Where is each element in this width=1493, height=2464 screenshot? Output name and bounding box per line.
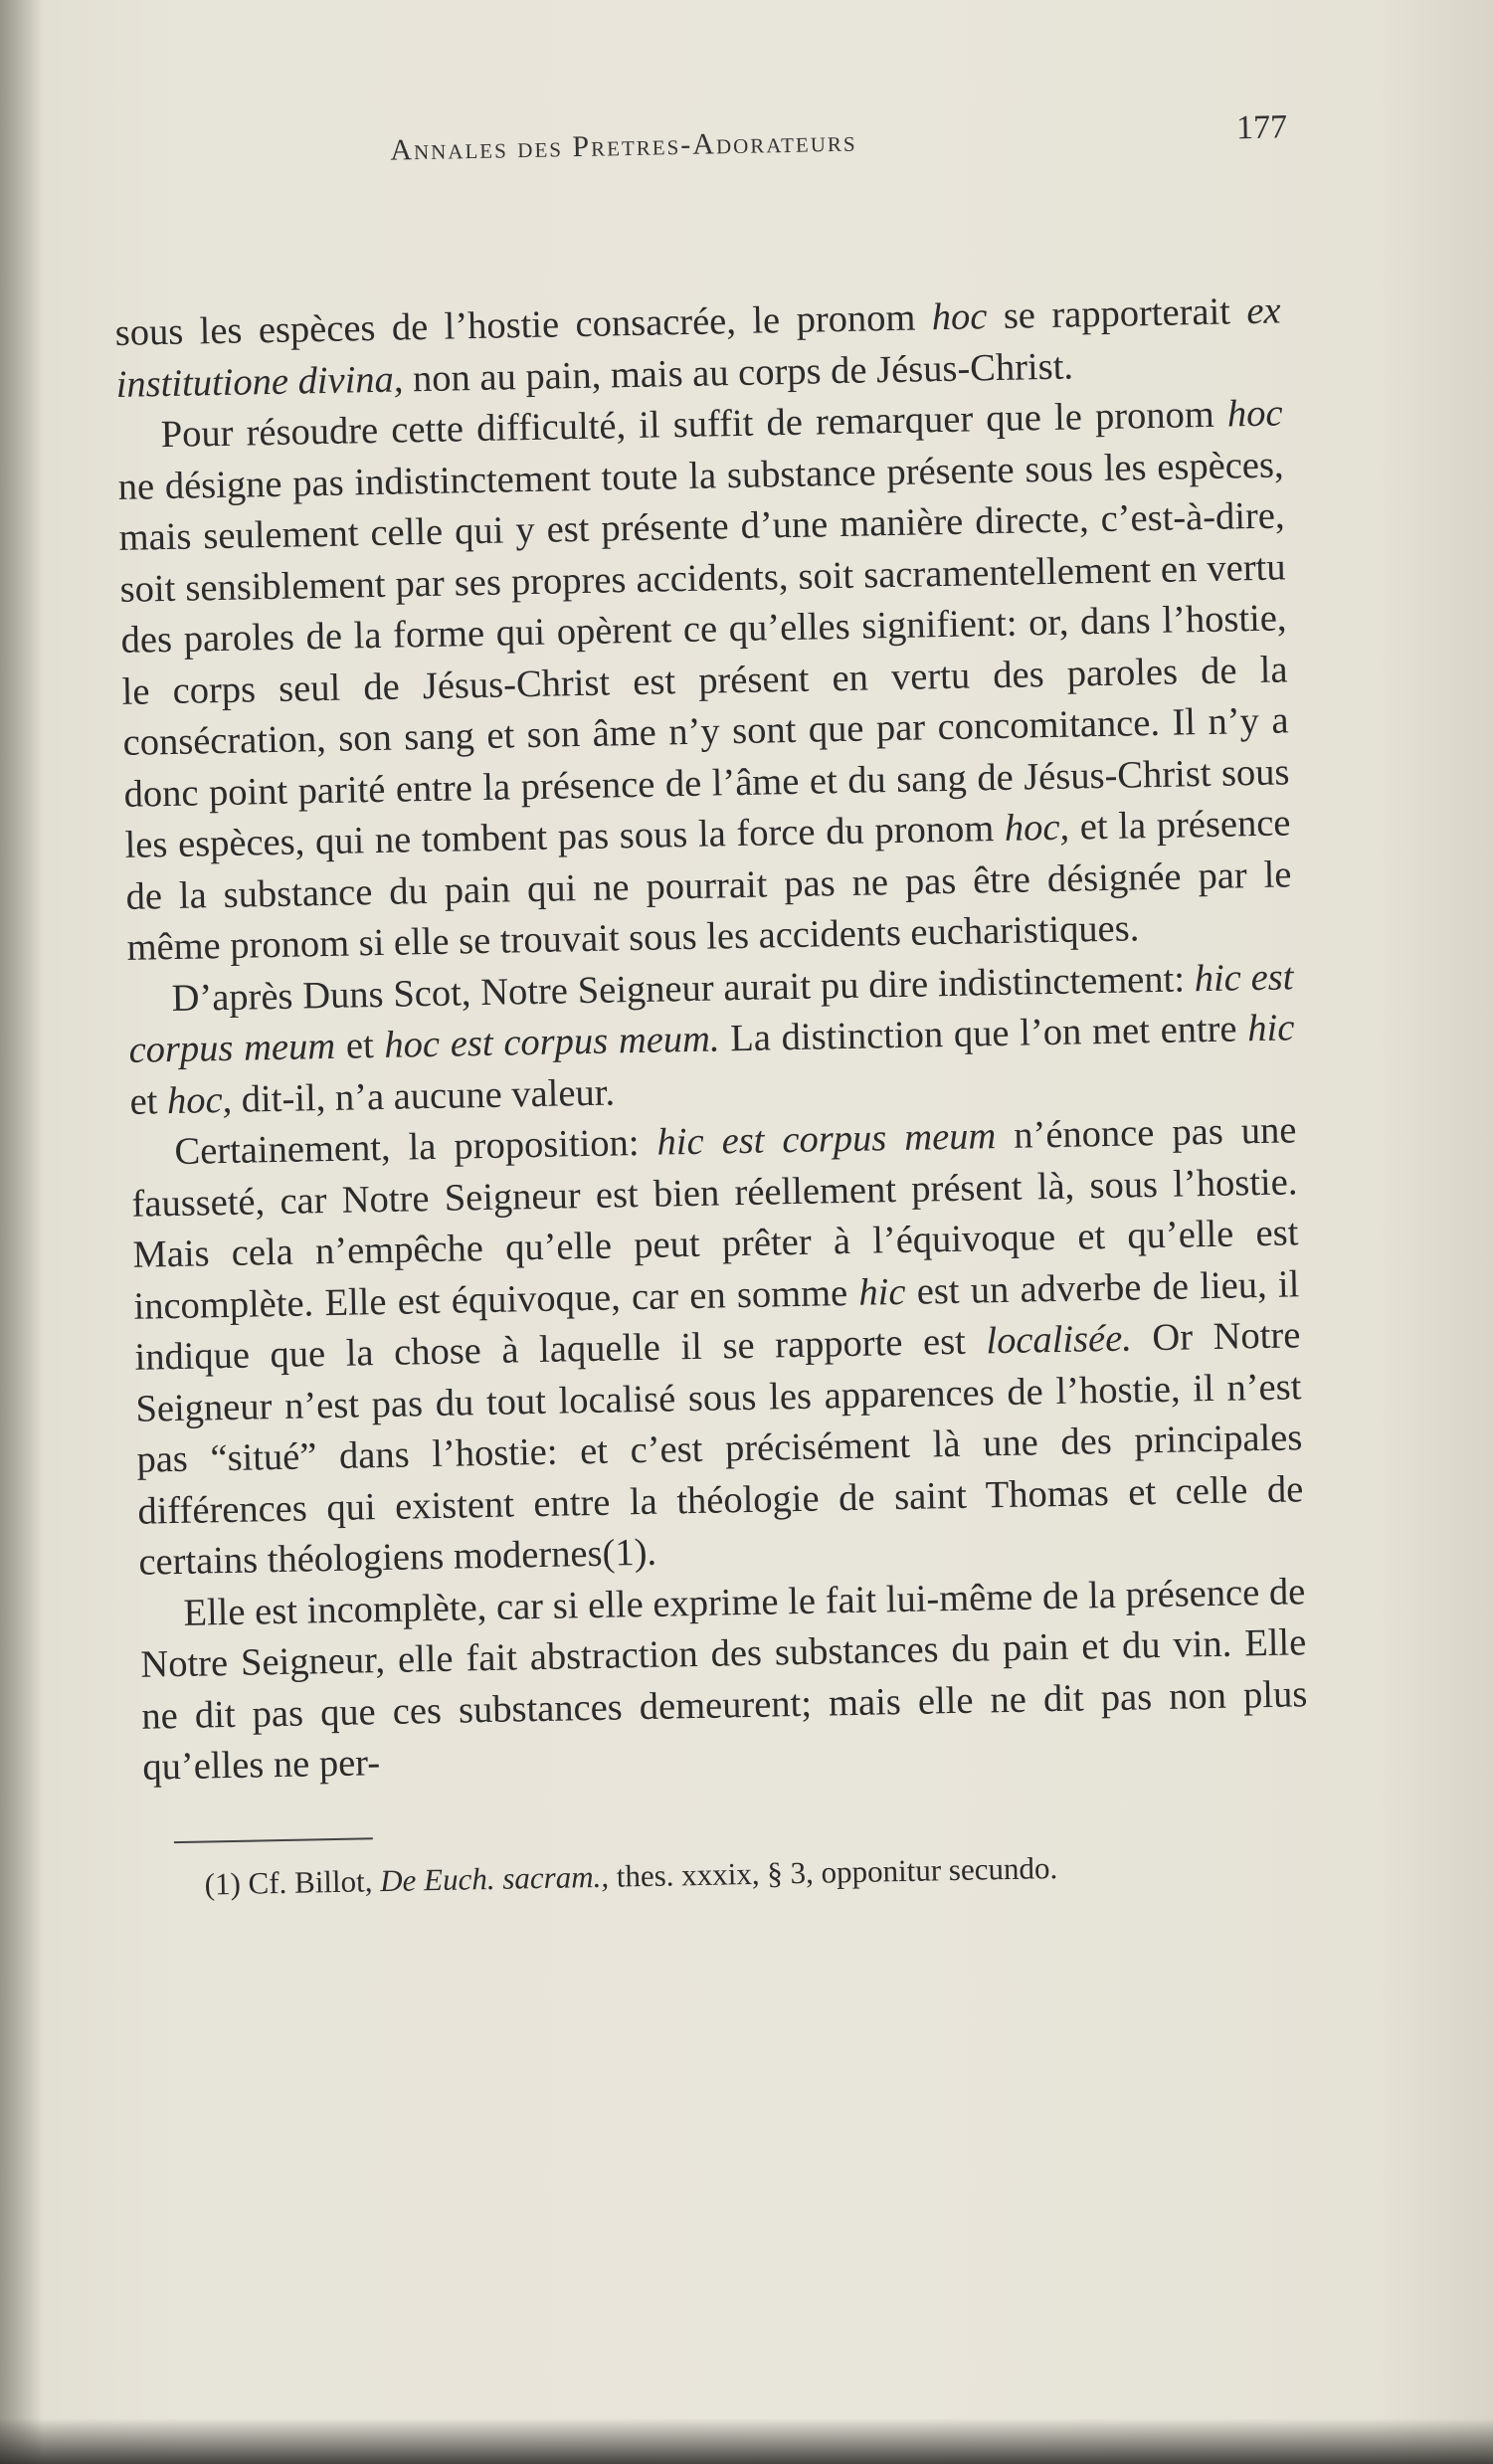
text-run: non au pain, mais au corps de Jésus-Christ. <box>403 344 1074 400</box>
italic-run: hoc, <box>166 1078 233 1122</box>
italic-run: hoc <box>1226 392 1283 436</box>
text-run: est un adverbe de lieu, il indique que la chose à laquelle il se rapporte est <box>134 1262 1300 1379</box>
text-run: sous les espèces de l’hostie consacrée, le pronom <box>114 296 933 354</box>
text-run: Certainement, la proposition: <box>174 1121 657 1173</box>
paragraph <box>130 1105 1305 1589</box>
text-run: thes. xxxix, § 3, opponitur secundo. <box>608 1849 1058 1894</box>
italic-run: hoc est corpus meum. <box>384 1018 720 1066</box>
text-run: (1) Cf. Billot, <box>204 1862 381 1902</box>
page-header <box>111 108 1288 199</box>
paragraph <box>139 1567 1309 1794</box>
text-run: Elle est incomplète, car si elle exprime le fait lui-même de la présence de Notre Seigneur, elle fait abstraction des substances du pain et du vin. Elle ne dit pas que ces substances demeurent; mais elle ne dit pas non plus qu’elles ne per- <box>140 1570 1308 1789</box>
italic-run: hoc, <box>1004 806 1070 850</box>
text-run: dit-il, n’a aucune valeur. <box>231 1070 616 1121</box>
running-head: Annales des Pretres-Adorateurs <box>389 124 857 167</box>
italic-run: hic est corpus meum <box>656 1115 997 1164</box>
paragraph <box>127 952 1296 1128</box>
italic-run: De Euch. sacram., <box>379 1858 610 1898</box>
text-run: n’énonce pas une fausseté, car Notre Seigneur est bien réellement présent là, sous l’hostie. Mais cela n’empêche qu’elle peut prêter à l’équivoque et qu’elle est incomplète. Elle est équivoque, car en somme <box>131 1109 1299 1328</box>
text-run: D’après Duns Scot, Notre Seigneur aurait pu dire indistinctement: <box>171 957 1196 1020</box>
text-run: se rapporterait <box>986 290 1247 338</box>
footnote-divider <box>174 1837 373 1843</box>
italic-run: hic <box>858 1270 906 1314</box>
italic-run: localisée. <box>985 1317 1133 1363</box>
text-run: Or Notre Seigneur n’est pas du tout localisé sous les apparences de l’hostie, il n’est pas “situé” dans l’hostie: et c’est précisément là une des principales différences qui existent entre la théologie de saint Thomas et celle de certains théologiens modernes(1). <box>135 1314 1304 1584</box>
text-run: et la présence de la substance du pain qui ne pourrait pas ne pas être désignée par le même pronom si elle se trouvait sous les accidents eucharistiques. <box>125 802 1292 969</box>
text-run: et <box>129 1079 168 1123</box>
italic-run: hoc <box>931 295 988 339</box>
paragraph <box>116 388 1293 974</box>
footnote <box>204 1843 1311 1904</box>
page-number: 177 <box>1235 108 1288 147</box>
italic-run: hic <box>1246 1007 1295 1050</box>
italic-run: hic est corpus meum <box>128 955 1294 1071</box>
text-run: Pour résoudre cette difficulté, il suffit de remarquer que le pronom <box>160 393 1228 457</box>
text-run: ne désigne pas indistinctement toute la substance présente sous les espèces, mais seulement celle qui y est présente d’une manière directe, c’est-à-dire, soit sensiblement par ses propres accidents, soit sacramentellement en vertu des paroles de la forme qui opèrent ce qu’elles signifient: or, dans l’hostie, le corps seul de Jésus-Christ est présent en vertu des paroles de la consécration, son sang et son âme n’y sont que par concomitance. Il n’y a donc point parité entre la présence de l’âme et du sang de Jésus-Christ sous les espèces, qui ne tombent pas sous la force du pronom <box>117 443 1290 866</box>
text-run: et <box>334 1024 385 1067</box>
page-content <box>111 108 1311 1906</box>
text-run: La distinction que l’on met entre <box>719 1008 1248 1060</box>
body-text <box>114 285 1308 1794</box>
italic-run: ex institutione divina, <box>115 289 1281 406</box>
